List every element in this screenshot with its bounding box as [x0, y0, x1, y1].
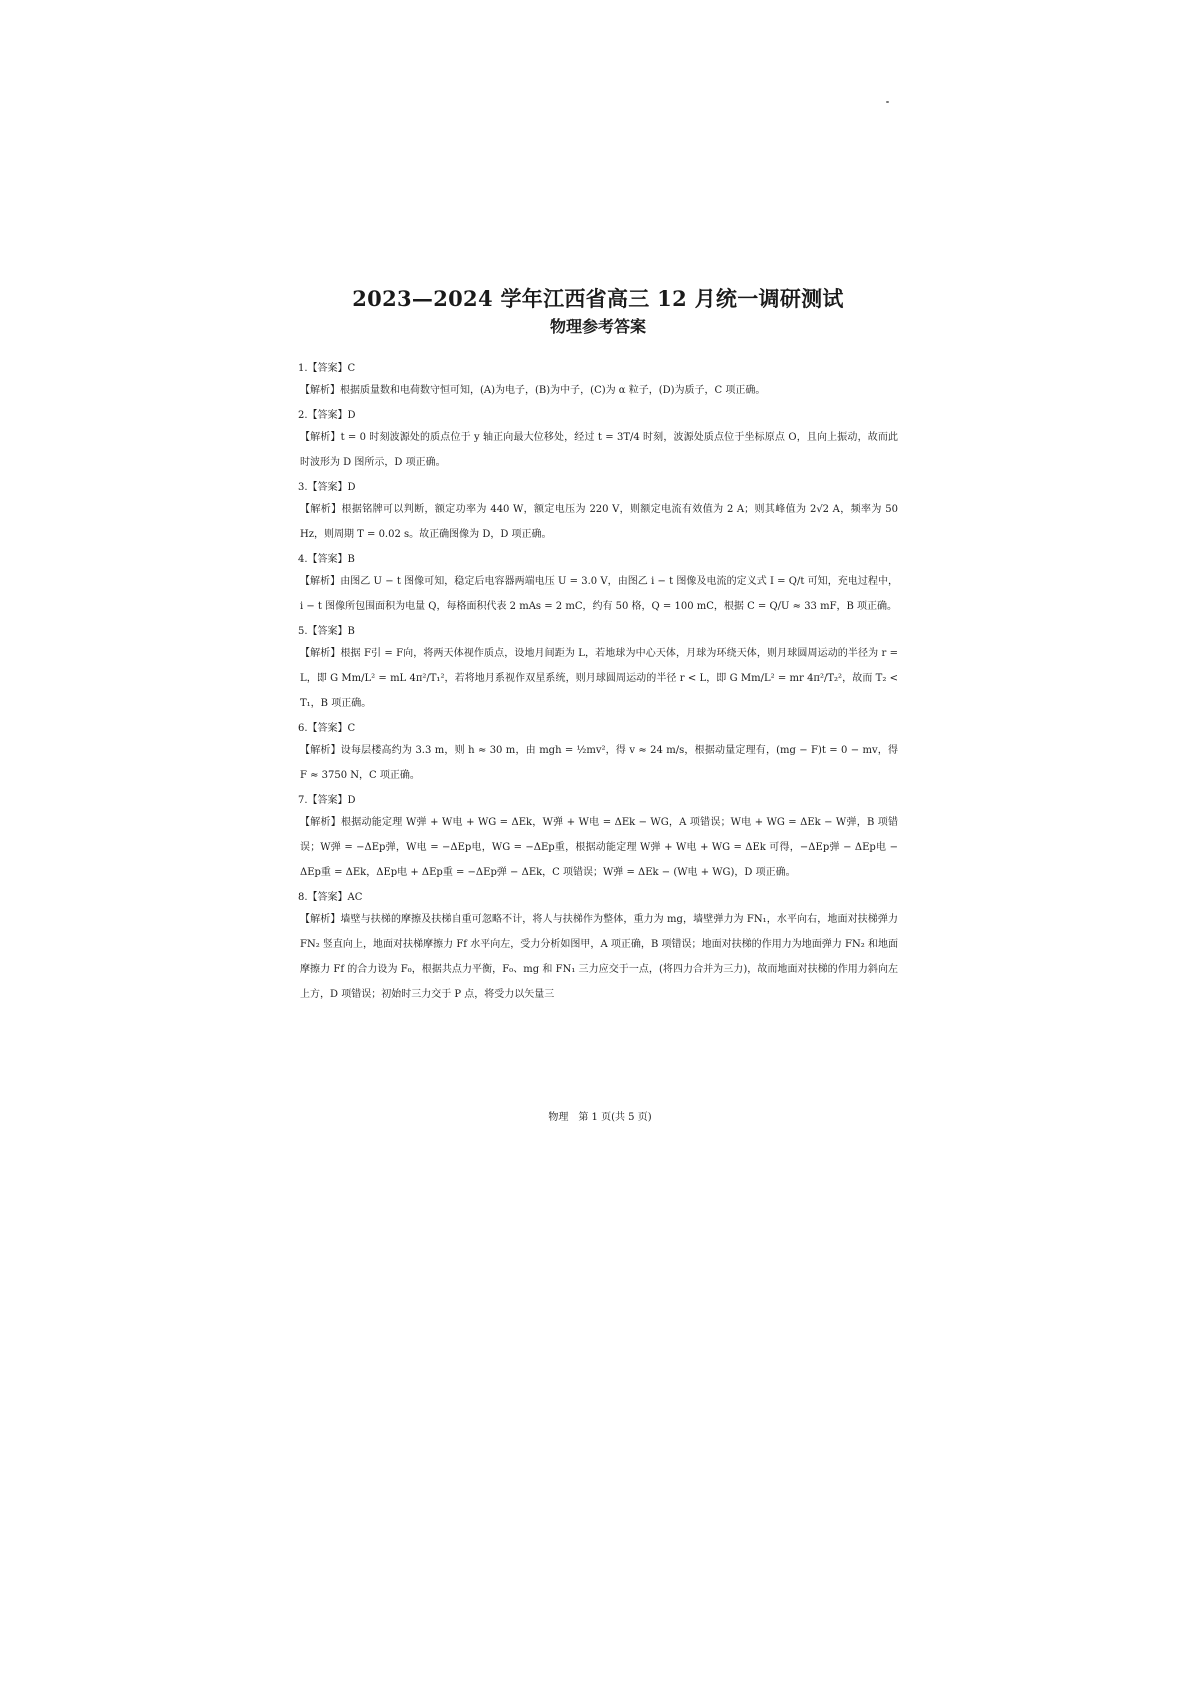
explanation-text: 【解析】设每层楼高约为 3.3 m，则 h ≈ 30 m，由 mgh = ½mv²，得 v ≈ 24 m/s，根据动量定理有，(mg − F)t = 0 − mv，得 F ≈ 3750 N，C 项正确。 — [300, 745, 898, 781]
answer-line: 8.【答案】AC — [298, 892, 363, 903]
explanation-text: 【解析】根据质量数和电荷数守恒可知，(A)为电子，(B)为中子，(C)为 α 粒子，(D)为质子，C 项正确。 — [300, 385, 766, 396]
question-block-4 — [298, 551, 898, 619]
answer-line: 7.【答案】D — [298, 795, 356, 806]
page-subtitle: 物理参考答案 — [549, 317, 646, 336]
scan-speck — [886, 101, 889, 103]
question-block-5 — [298, 623, 898, 716]
explanation-text: 【解析】墙壁与扶梯的摩擦及扶梯自重可忽略不计，将人与扶梯作为整体，重力为 mg，墙壁弹力为 FN₁，水平向右，地面对扶梯弹力 FN₂ 竖直向上，地面对扶梯摩擦力 Ff 水平向左，受力分析如图甲，A 项正确，B 项错误；地面对扶梯的作用力为地面弹力 FN₂ 和地面摩擦力 Ff 的合力设为 F₀，根据共点力平衡，F₀、mg 和 FN₁ 三力应交于一点，(将四力合并为三力)，故而地面对扶梯的作用力斜向左上方，D 项错误；初始时三力交于 P 点，将受力以矢量三 — [300, 914, 898, 1000]
question-block-2 — [298, 407, 898, 475]
page-footer: 物理 第 1 页(共 5 页) — [548, 1112, 652, 1123]
question-block-8 — [298, 889, 898, 1007]
answer-line: 6.【答案】C — [298, 723, 356, 734]
explanation-text: 【解析】由图乙 U − t 图像可知，稳定后电容器两端电压 U = 3.0 V，由图乙 i − t 图像及电流的定义式 I = Q/t 可知，充电过程中，i − t 图像所包围面积为电量 Q，每格面积代表 2 mAs = 2 mC，约有 50 格，Q = 100 mC，根据 C = Q/U ≈ 33 mF，B 项正确。 — [300, 576, 898, 612]
question-block-7 — [298, 792, 898, 885]
question-block-6 — [298, 720, 898, 788]
answer-line: 3.【答案】D — [298, 482, 356, 493]
explanation-text: 【解析】根据动能定理 W弹 + W电 + WG = ΔEk，W弹 + W电 = ΔEk − WG，A 项错误；W电 + WG = ΔEk − W弹，B 项错误；W弹 = −ΔEp弹，W电 = −ΔEp电，WG = −ΔEp重，根据动能定理 W弹 + W电 + WG = ΔEk 可得，−ΔEp弹 − ΔEp电 − ΔEp重 = ΔEk，ΔEp电 + ΔEp重 = −ΔEp弹 − ΔEk，C 项错误；W弹 = ΔEk − (W电 + WG)，D 项正确。 — [300, 817, 898, 878]
explanation-text: 【解析】根据铭牌可以判断，额定功率为 440 W，额定电压为 220 V，则额定电流有效值为 2 A；则其峰值为 2√2 A，频率为 50 Hz，则周期 T = 0.02 s。故正确图像为 D，D 项正确。 — [300, 504, 898, 540]
explanation-text: 【解析】根据 F引 = F向，将两天体视作质点，设地月间距为 L，若地球为中心天体，月球为环绕天体，则月球圆周运动的半径为 r = L，即 G Mm/L² = mL 4π²/T₁²，若将地月系视作双星系统，则月球圆周运动的半径 r < L，即 G Mm/L² = mr 4π²/T₂²，故而 T₂ < T₁，B 项正确。 — [300, 648, 898, 709]
answer-line: 1.【答案】C — [298, 363, 356, 374]
page-title: 2023—2024 学年江西省高三 12 月统一调研测试 — [352, 286, 844, 311]
question-block-3 — [298, 479, 898, 547]
answer-line: 5.【答案】B — [298, 626, 355, 637]
answer-sheet-body — [298, 284, 898, 1011]
answer-line: 4.【答案】B — [298, 554, 355, 565]
explanation-text: 【解析】t = 0 时刻波源处的质点位于 y 轴正向最大位移处，经过 t = 3T/4 时刻，波源处质点位于坐标原点 O，且向上振动，故而此时波形为 D 图所示，D 项正确。 — [300, 432, 898, 468]
question-block-1 — [298, 360, 898, 403]
answer-line: 2.【答案】D — [298, 410, 356, 421]
